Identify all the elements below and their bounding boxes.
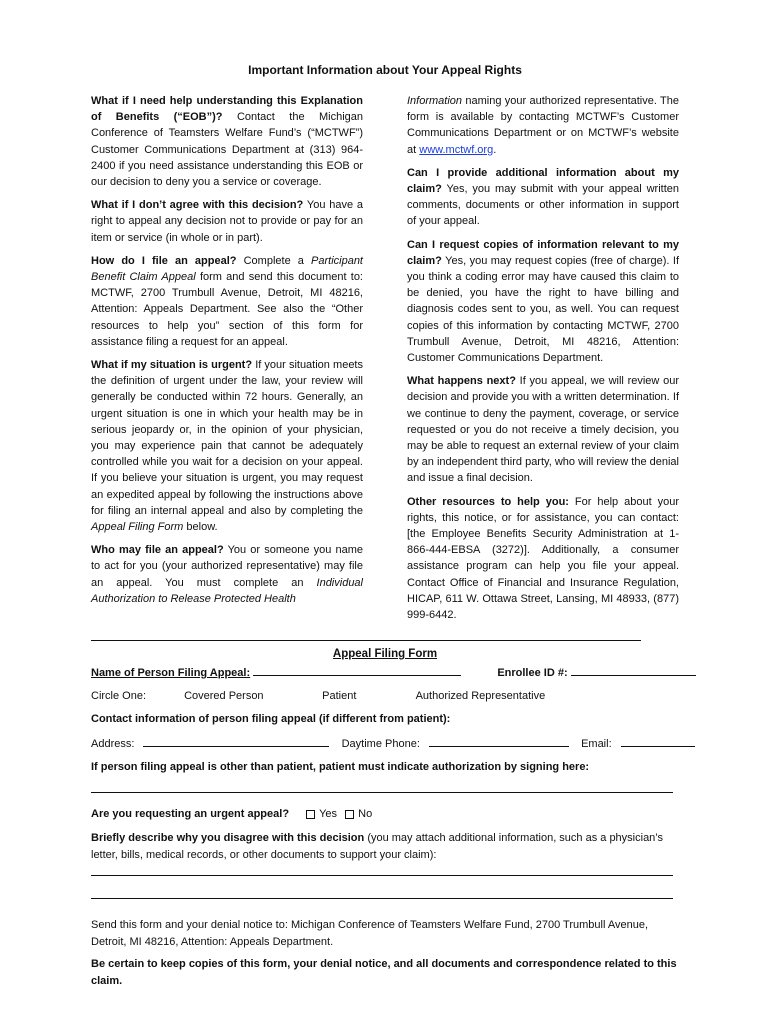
faq-heading: What happens next? <box>407 375 516 388</box>
website-link[interactable]: www.mctwf.org <box>419 143 494 156</box>
yes-label: Yes <box>319 808 338 820</box>
address-label: Address: <box>91 738 135 750</box>
faq-heading: How do I file an appeal? <box>91 254 237 267</box>
faq-body: If your situation meets the definition of urgent under the law, your review will generally be conducted within 72 hours. Generally, an urgent situation is one in which your health may be in serious jeopardy or, in the opinion of your physician, you may experience pain that cannot be adequately controlled while you wait for a decision on your appeal. If you believe your situation is urgent, you may request an expedited appeal by following the instructions above for filing an internal appeal and also by completing the <box>91 359 363 517</box>
right-column <box>407 93 679 630</box>
faq-additional-info <box>407 165 679 230</box>
faq-who-may-file <box>91 542 363 607</box>
faq-body: Yes, you may request copies (free of charge). If you think a coding error may have caused this claim to be denied, you have the right to have billing and diagnosis codes sent to you, as well. You can request copies of this information by contacting MCTWF, 2700 Trumbull Avenue, Detroit, MI 48216, Attention: Customer Communications Department. <box>407 254 680 365</box>
name-input[interactable] <box>253 664 461 676</box>
urgent-question: Are you requesting an urgent appeal? <box>91 808 290 820</box>
signature-line[interactable] <box>91 792 673 793</box>
faq-body: below. <box>186 521 218 534</box>
faq-body: Complete a <box>243 254 304 267</box>
faq-body: You have a right to appeal any decision not to provide or pay for an item or service (in whole or in part). <box>91 199 363 244</box>
section-divider <box>91 640 641 641</box>
name-row <box>91 664 696 681</box>
option-covered-person[interactable]: Covered Person <box>184 690 264 702</box>
faq-file-appeal <box>91 253 363 350</box>
describe-section <box>91 830 681 863</box>
faq-heading: Other resources to help you: <box>407 495 569 508</box>
faq-heading: What if I don’t agree with this decision? <box>91 199 304 212</box>
faq-heading: Can I request copies of information relevant to my claim? <box>407 238 679 267</box>
left-column <box>91 93 363 614</box>
faq-body: naming your authorized representative. The form is available by contacting MCTWF’s Customer Communications Department or on MCTWF’s website at <box>407 95 679 156</box>
faq-other-resources <box>407 494 679 624</box>
send-instructions: Send this form and your denial notice to: Michigan Conference of Teamsters Welfare Fund, 2700 Trumbull Avenue, Detroit, MI 48216, Attention: Appeals Department. <box>91 919 649 948</box>
no-label: No <box>358 808 373 820</box>
authorization-heading: If person filing appeal is other than patient, patient must indicate authorization by signing here: <box>91 761 590 773</box>
circle-one-label: Circle One: <box>91 690 147 702</box>
address-input[interactable] <box>143 735 329 747</box>
name-label: Name of Person Filing Appeal: <box>91 667 251 679</box>
keep-copies-note: Be certain to keep copies of this form, your denial notice, and all documents and correspondence related to this claim. <box>91 958 677 987</box>
page-title: Important Information about Your Appeal Rights <box>248 63 522 77</box>
email-input[interactable] <box>621 735 695 747</box>
faq-body: Yes, you may submit with your appeal written comments, documents or other information in support of your appeal. <box>407 183 680 228</box>
no-checkbox[interactable] <box>345 810 354 819</box>
describe-line[interactable] <box>91 875 673 876</box>
yes-checkbox[interactable] <box>306 810 315 819</box>
form-name-reference: Individual Authorization to Release Protected Health <box>91 576 363 605</box>
urgent-row <box>91 806 385 822</box>
contact-row <box>91 735 695 752</box>
circle-one-row <box>91 688 545 704</box>
urgent-yes-option[interactable] <box>306 806 342 822</box>
faq-body: If you appeal, we will review our decision and provide you with a written determination. If we continue to deny the payment, coverage, or service requested or you do not receive a timely decision, you may be able to request an external review of your claim by an independent third party, who will review the denial and issue a final decision. <box>407 375 680 485</box>
faq-eob-help <box>91 93 363 190</box>
faq-request-copies <box>407 237 679 367</box>
faq-urgent <box>91 357 363 535</box>
faq-what-next <box>407 373 679 486</box>
option-authorized-representative[interactable]: Authorized Representative <box>415 690 546 702</box>
form-name-reference: Information <box>407 95 463 107</box>
enrollee-id-label: Enrollee ID #: <box>497 667 568 679</box>
form-name-reference: Participant Benefit Claim Appeal <box>91 254 363 284</box>
describe-body: (you may attach additional information, such as a physician’s letter, bills, medical records, or other documents to support your claim): <box>91 832 664 861</box>
daytime-phone-input[interactable] <box>429 735 569 747</box>
contact-heading: Contact information of person filing appeal (if different from patient): <box>91 713 451 725</box>
faq-who-may-file-continued: Information naming your authorized representative. The form is available by contacting MCTWF’s Customer Communications Department or on MCTWF’s website at www.mctwf.org. <box>407 95 679 156</box>
faq-heading: Who may file an appeal? <box>91 544 224 557</box>
faq-heading: What if I need help understanding this Explanation of Benefits (“EOB”)? <box>91 95 363 124</box>
urgent-no-option[interactable] <box>345 806 385 822</box>
faq-heading: Can I provide additional information about my claim? <box>407 166 679 196</box>
form-title: Appeal Filing Form <box>332 648 438 660</box>
faq-body: You or someone you name to act for you (your authorized representative) may file an appeal. You must complete an <box>91 544 363 589</box>
faq-disagree <box>91 197 363 246</box>
enrollee-id-input[interactable] <box>571 664 696 676</box>
email-label: Email: <box>581 738 612 750</box>
form-name-reference: Appeal Filing Form <box>91 521 184 534</box>
faq-body: form and send this document to: MCTWF, 2700 Trumbull Avenue, Detroit, MI 48216, Attention: Appeals Department. See also the “Other resources to help you” section of this form for assistance filing a request for an appeal. <box>91 271 363 348</box>
faq-heading: What if my situation is urgent? <box>91 359 253 372</box>
daytime-phone-label: Daytime Phone: <box>341 738 420 750</box>
faq-body: For help about your rights, this notice, or for assistance, you can contact: [the Employee Benefits Security Administration at 1-866-444-EBSA (3272)]. Additionally, a consumer assistance program can help you file your appeal. Contact Office of Financial and Insurance Regulation, HICAP, 611 W. Ottawa Street, Lansing, MI 48933, (877) 999-6442. <box>407 495 679 622</box>
describe-line[interactable] <box>91 898 673 899</box>
describe-heading: Briefly describe why you disagree with this decision <box>91 832 365 844</box>
faq-body: Contact the Michigan Conference of Teamsters Welfare Fund’s (“MCTWF”) Customer Communications Department at (313) 964-2400 if you need assistance understanding this EOB or our decision to deny you a service or coverage. <box>91 111 363 189</box>
option-patient[interactable]: Patient <box>322 690 357 702</box>
